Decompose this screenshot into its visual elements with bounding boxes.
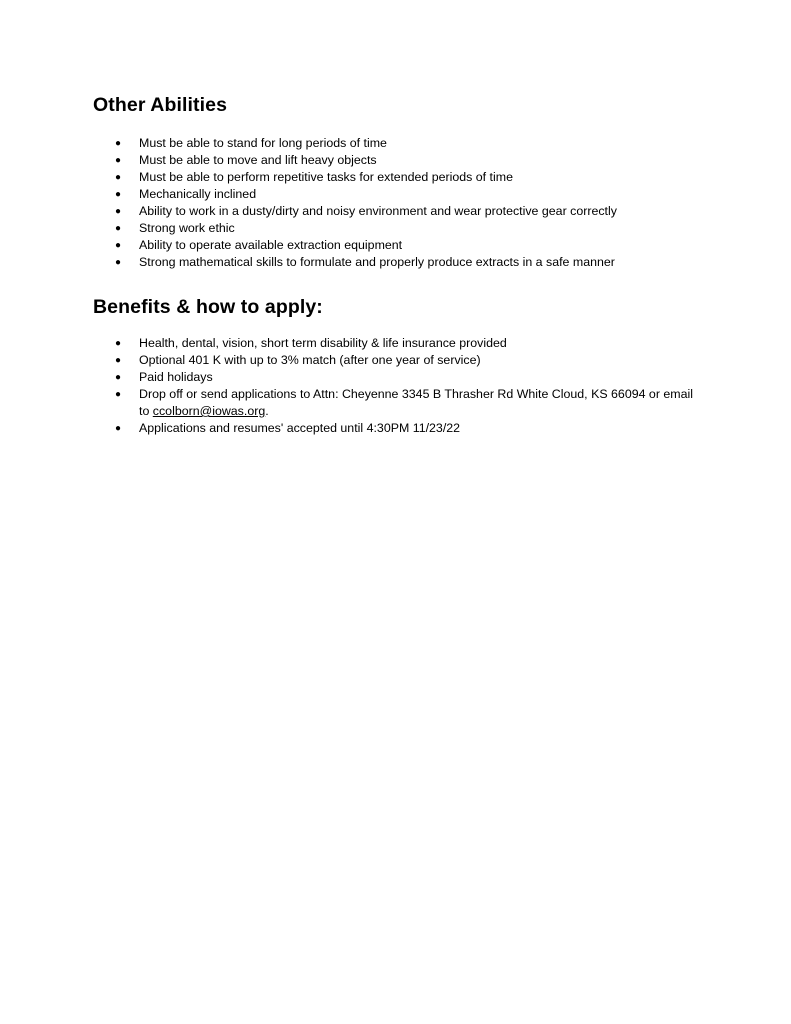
list-item-text: Mechanically inclined	[139, 187, 257, 201]
list-item	[0, 369, 699, 386]
list-item-text: Must be able to move and lift heavy objects	[139, 153, 377, 167]
list-item	[0, 203, 699, 220]
benefits-list	[0, 335, 791, 437]
list-item	[0, 237, 699, 254]
bullet-icon: ●	[115, 389, 122, 400]
bullet-icon: ●	[115, 172, 122, 183]
apply-instructions-text: Drop off or send applications to Attn: Cheyenne 3345 B Thrasher Rd White Cloud, KS 66094 or email to	[139, 387, 694, 418]
list-item-text: Strong work ethic	[139, 221, 235, 235]
email-link[interactable]: ccolborn@iowas.org	[152, 404, 266, 418]
section-heading-benefits: Benefits & how to apply:	[93, 296, 323, 318]
bullet-icon: ●	[115, 372, 122, 383]
bullet-icon: ●	[115, 423, 122, 434]
list-item	[0, 352, 699, 369]
bullet-icon: ●	[115, 257, 122, 268]
list-item	[0, 254, 699, 271]
list-item-text: Strong mathematical skills to formulate and properly produce extracts in a safe manner	[139, 255, 615, 269]
bullet-icon: ●	[115, 223, 122, 234]
list-item-apply	[0, 386, 699, 420]
bullet-icon: ●	[115, 355, 122, 366]
bullet-icon: ●	[115, 206, 122, 217]
bullet-icon: ●	[115, 155, 122, 166]
abilities-list	[0, 135, 791, 271]
bullet-icon: ●	[115, 240, 122, 251]
list-item-text: Paid holidays	[139, 370, 213, 384]
list-item-text: Must be able to stand for long periods of time	[139, 136, 387, 150]
list-item-text: Must be able to perform repetitive tasks for extended periods of time	[139, 170, 513, 184]
bullet-icon: ●	[115, 338, 122, 349]
bullet-icon: ●	[115, 138, 122, 149]
list-item-text: Optional 401 K with up to 3% match (after one year of service)	[139, 353, 481, 367]
list-item	[0, 420, 699, 437]
list-item	[0, 152, 699, 169]
section-heading-other-abilities: Other Abilities	[93, 94, 228, 116]
list-item	[0, 135, 699, 152]
list-item-text: Health, dental, vision, short term disability & life insurance provided	[139, 336, 507, 350]
list-item-text: Ability to work in a dusty/dirty and noisy environment and wear protective gear correctly	[139, 204, 617, 218]
apply-period: .	[265, 404, 269, 418]
list-item	[0, 169, 699, 186]
list-item	[0, 220, 699, 237]
bullet-icon: ●	[115, 189, 122, 200]
list-item	[0, 335, 699, 352]
list-item-text: Ability to operate available extraction equipment	[139, 238, 403, 252]
deadline-text: Applications and resumes' accepted until 4:30PM 11/23/22	[139, 421, 461, 435]
list-item	[0, 186, 699, 203]
